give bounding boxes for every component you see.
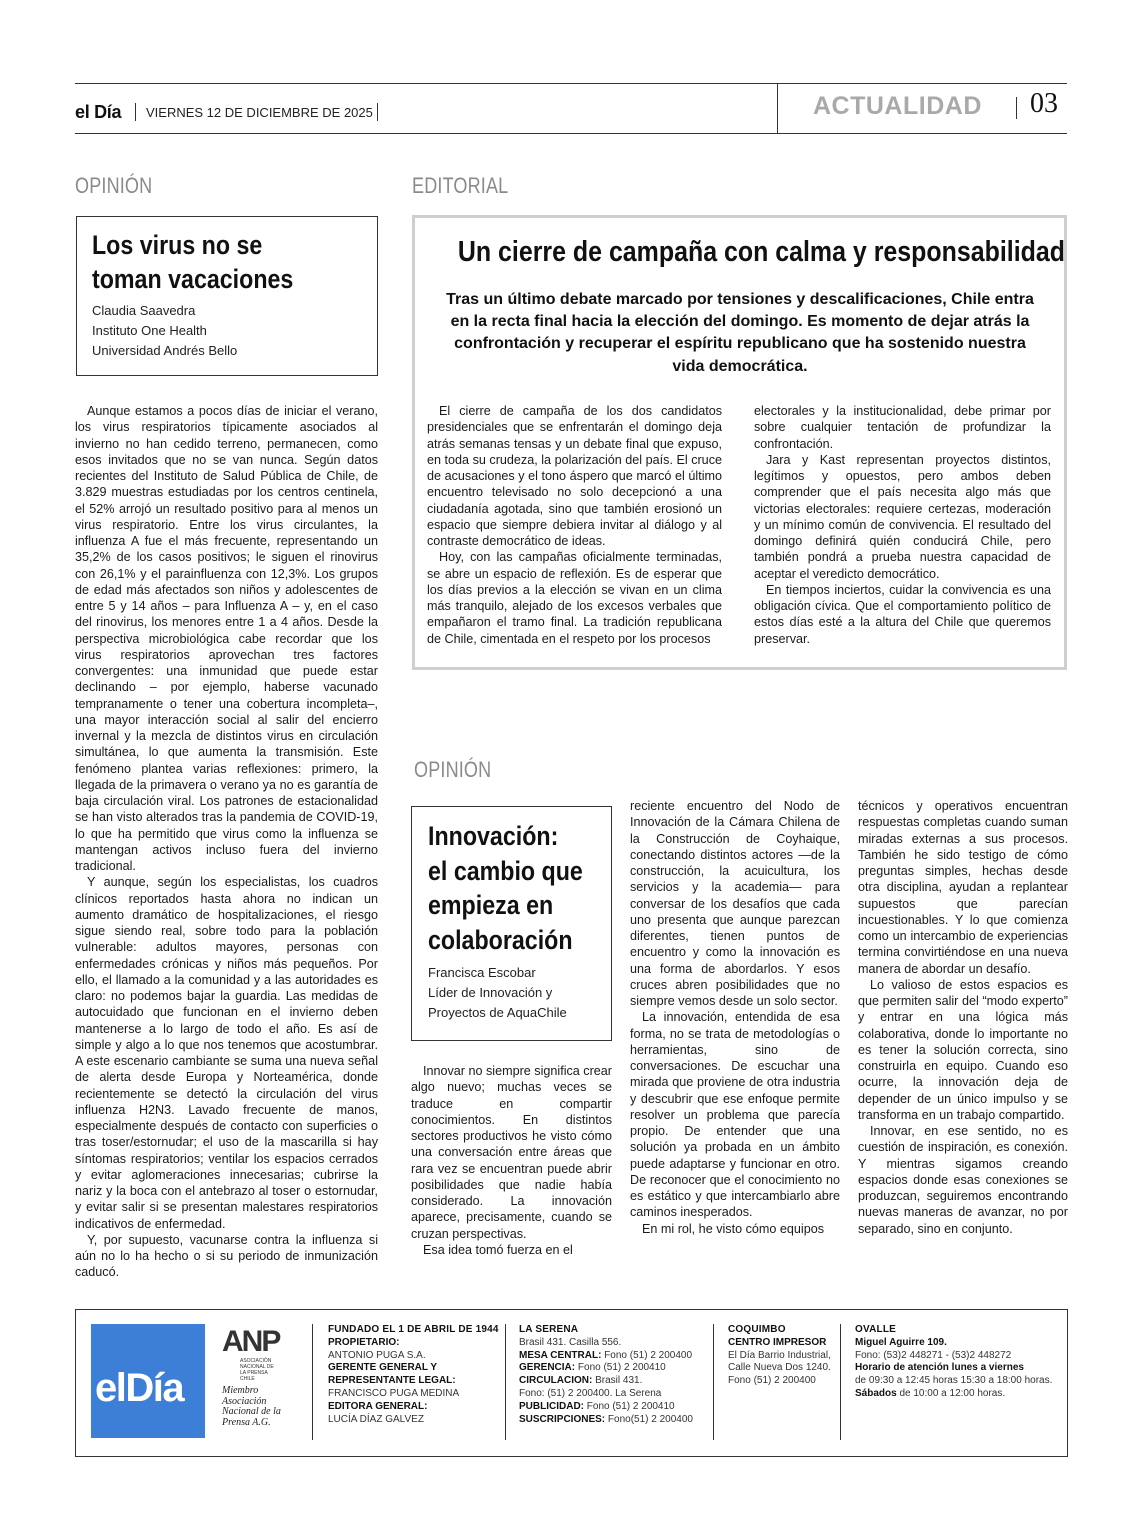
- title-line: colaboración: [428, 924, 573, 955]
- editorial-title: Un cierre de campaña con calma y responsabilidad: [457, 236, 1065, 268]
- opinion-title: [428, 819, 583, 957]
- contact-line: [519, 1350, 709, 1363]
- office-head: COQUIMBO: [728, 1324, 786, 1335]
- contact-label: SUSCRIPCIONES:: [519, 1413, 606, 1425]
- contact-value: Brasil 431.: [592, 1375, 643, 1387]
- editor: LUCÍA DÍAZ GALVEZ: [328, 1413, 424, 1425]
- editor-label: EDITORA GENERAL:: [328, 1400, 428, 1412]
- owner-label: PROPIETARIO:: [328, 1336, 400, 1348]
- contact-value: Fono (51) 2 200410: [575, 1362, 666, 1374]
- editorial-column: [427, 403, 722, 647]
- contact-value: Fono (51) 2 200410: [584, 1400, 675, 1412]
- footer-column-la-serena: [519, 1324, 709, 1426]
- office-address: Miguel Aguirre 109.: [855, 1336, 947, 1348]
- author-affiliation: Instituto One Health: [92, 323, 207, 338]
- editorial-label: EDITORIAL: [412, 173, 509, 198]
- contact-label: PUBLICIDAD:: [519, 1400, 584, 1412]
- paragraph: Innovar no siempre significa crear algo nuevo; muchas veces se traduce en compartir conocimientos. En distintos sectores productivos he visto cómo una conversación entre áreas que rara vez se encuentran puede abrir posibilidades que nadie había considerado. La innovación aparece, precisamente, cuando se cruzan perspectivas.: [411, 1064, 612, 1241]
- article-column: [411, 1063, 612, 1258]
- footer-separator: [505, 1324, 506, 1440]
- hours-label: Sábados: [855, 1387, 897, 1399]
- saturday-hours: [855, 1388, 1060, 1401]
- office-head: LA SERENA: [519, 1324, 579, 1335]
- hours-label: Horario de atención lunes a viernes: [855, 1362, 1024, 1374]
- contact-line: Fono: (51) 2 200400. La Serena: [519, 1387, 662, 1399]
- paragraph: Jara y Kast representan proyectos distintos, legítimos y opuestos, pero ambos deben comprender que el país necesita algo más que victorias electorales: requiere certezas, moderación y un mínimo común de convivencia. El resultado del domingo definirá quién conducirá Chile, pero también pondrá a prueba nuestra capacidad de aceptar el veredicto democrático.: [754, 452, 1051, 581]
- title-line: empieza en: [428, 890, 554, 920]
- footer-column-ownership: [328, 1324, 508, 1426]
- footer-separator: [312, 1324, 313, 1440]
- contact-line: [519, 1375, 709, 1388]
- title-line: Innovación:: [428, 821, 559, 851]
- contact-label: MESA CENTRAL:: [519, 1349, 602, 1361]
- author-affiliation: Proyectos de AquaChile: [428, 1005, 567, 1020]
- header-top-rule: [75, 83, 1067, 84]
- footer-column-coquimbo: [728, 1324, 838, 1388]
- office-address: Brasil 431. Casilla 556.: [519, 1336, 622, 1348]
- paragraph: reciente encuentro del Nodo de Innovación de la Cámara Chilena de la Construcción de Coyhaique, conectando distintos actores —de la construcción, la acuicultura, los servicios y la academia— para conversar de los desafíos que cada uno presenta que aunque parezcan diferentes, tienen puntos de encuentro y como la innovación es una forma de abordarlos. Y esos cruces abren posibilidades que no siempre vemos desde un solo sector.: [630, 799, 840, 1008]
- editorial-column: [754, 403, 1051, 647]
- anp-logo: ANP: [222, 1325, 280, 1358]
- page-number: 03: [1030, 88, 1058, 119]
- opinion-label: OPINIÓN: [414, 757, 492, 782]
- hours: de 09:30 a 12:45 horas 15:30 a 18:00 horas.: [855, 1375, 1053, 1387]
- paragraph: El cierre de campaña de los dos candidatos presidenciales que se enfrentarán el domingo deja atrás semanas tensas y un debate final que expuso, en toda su crudeza, la polarización del país. El cruce de acusaciones y el tono áspero que marcó el último encuentro televisado no solo decepcionó a una ciudadanía agotada, sino que también erosionó un espacio que siempre debiera invitar al diálogo y al contraste democrático de ideas.: [427, 404, 722, 548]
- title-line: Los virus no se: [92, 230, 263, 260]
- owner: ANTONIO PUGA S.A.: [328, 1349, 426, 1361]
- header-separator: [1016, 97, 1017, 119]
- author-name: Francisca Escobar: [428, 965, 536, 980]
- office-sub: CENTRO IMPRESOR: [728, 1336, 827, 1348]
- author-affiliation: Universidad Andrés Bello: [92, 343, 238, 358]
- office-line: El Día Barrio Industrial,: [728, 1349, 831, 1361]
- header-separator: [377, 103, 378, 121]
- contact-value: Fono(51) 2 200400: [605, 1413, 693, 1425]
- paragraph: La innovación, entendida de esa forma, no se trata de metodologías o herramientas, sino de conversaciones. De escuchar una mirada que proviene de otra industria y descubrir que ese enfoque permite resolver un problema que parecía propio. De entender que una solución ya probada en un ámbito puede adaptarse y funcionar en otro. De reconocer que el conocimiento no es estático y que intercambiarlo abre caminos inesperados.: [630, 1010, 840, 1220]
- paragraph: Esa idea tomó fuerza en el: [423, 1242, 573, 1257]
- membership-note: Miembro Asociación Nacional de la Prensa A.G.: [222, 1385, 281, 1428]
- footer-column-ovalle: [855, 1324, 1060, 1401]
- manager-label: GERENTE GENERAL Y: [328, 1362, 438, 1374]
- office-line: Fono (51) 2 200400: [728, 1375, 816, 1387]
- contact-value: Fono (51) 2 200400: [601, 1349, 693, 1361]
- paragraph: Y, por supuesto, vacunarse contra la influenza si aún no lo ha hecho o si su periodo de inmunización caducó.: [75, 1232, 378, 1280]
- paragraph: En tiempos inciertos, cuidar la convivencia es una obligación cívica. Que el comportamiento político de estos días esté a la altura del Chile que queremos preservar.: [754, 582, 1051, 646]
- hours: de 10:00 a 12:00 horas.: [896, 1387, 1006, 1399]
- manager: FRANCISCO PUGA MEDINA: [328, 1387, 460, 1399]
- founded: FUNDADO EL 1 DE ABRIL DE 1944: [328, 1324, 499, 1335]
- section-name: ACTUALIDAD: [813, 92, 982, 120]
- office-phone: Fono: (53)2 448271 - (53)2 448272: [855, 1349, 1012, 1361]
- article-body: [75, 403, 378, 1281]
- author-name: Claudia Saavedra: [92, 303, 196, 318]
- article-column: [630, 798, 840, 1237]
- footer-separator: [840, 1324, 841, 1440]
- contact-line: [519, 1362, 709, 1375]
- byline: [428, 963, 567, 1023]
- editorial-lead: Tras un último debate marcado por tensiones y descalificaciones, Chile entra en la recta final hacia la elección del domingo. Es momento de dejar atrás la confrontación y recuperar el espíritu republicano que ha sostenido nuestra vida democrática.: [446, 291, 1034, 375]
- paragraph: Lo valioso de estos espacios es que permiten salir del “modo experto” y entrar en una lógica más colaborativa, donde lo importante no es tener la solución correcta, sino construirla en equipo. Cuando eso ocurre, la innovación deja de depender de un único impulso y se transforma en un trabajo compartido.: [858, 977, 1068, 1122]
- header-separator: [135, 103, 136, 121]
- logo-text: elDía: [95, 1366, 184, 1410]
- paragraph: técnicos y operativos encuentran respuestas completas cuando suman miradas externas a sus procesos. También he sido testigo de cómo preguntas simples, hechas desde otra disciplina, ayudan a replantear supuestos que parecían incuestionables. Y lo que comienza como un intercambio de experiencias termina convirtiéndose en una nueva manera de abordar un desafío.: [858, 799, 1068, 976]
- masthead-brand: el Día: [75, 102, 122, 122]
- header-divider: [777, 83, 778, 134]
- contact-label: GERENCIA:: [519, 1362, 576, 1374]
- title-line: toman vacaciones: [92, 264, 294, 294]
- article-column: [858, 798, 1068, 1237]
- header-bottom-rule: [75, 133, 1067, 134]
- paragraph: En mi rol, he visto cómo equipos: [642, 1221, 824, 1236]
- title-line: el cambio que: [428, 855, 583, 886]
- anp-subtitle: ASOCIACIÓN NACIONAL DE LA PRENSA CHILE: [240, 1358, 274, 1382]
- footer-separator: [713, 1324, 714, 1440]
- contact-line: [519, 1414, 709, 1427]
- office-head: OVALLE: [855, 1324, 897, 1335]
- author-affiliation: Líder de Innovación y: [428, 985, 553, 1000]
- manager-label: REPRESENTANTE LEGAL:: [328, 1375, 456, 1387]
- paragraph: Aunque estamos a pocos días de iniciar el verano, los virus respiratorios típicamente asociados al invierno no han cedido terreno, permanecen, como esos invitados que no se van nunca. Según datos recientes del Instituto de Salud Pública de Chile, de 3.829 muestras estudiadas por los centros centinela, el 52% arrojó un resultado positivo para al menos un virus respiratorio. Entre los virus circulantes, la influenza A fue el más frecuente, representando un 35,2% de los casos positivos; le siguen el rinovirus con 26,1% y el parainfluenza con 12,3%. Los grupos de edad más afectados son niños y adolescentes de entre 5 y 14 años – para Influenza A – y, en el caso del rinovirus, los menores entre 1 a 4 años. Desde la perspectiva microbiológica cabe recordar que los virus respiratorios aprovechan tres factores convergentes: una inmunidad que puede estar declinando – por ejemplo, haberse vacunado tempranamente o tener una cobertura incompleta–, una mayor interacción social al salir del encierro invernal y la mezcla de distintos virus en circulación simultánea, lo que aumenta la transmisión. Este fenómeno plantea varias reflexiones: primero, la llegada de la primavera o verano ya no es garantía de baja circulación viral. Los patrones de estacionalidad se han visto alterados tras la pandemia de COVID-19, lo que ha permitido que virus como la influenza se mantengan activos incluso fuera del invierno tradicional.: [75, 404, 378, 873]
- paragraph: Innovar, en ese sentido, no es cuestión de inspiración, es conexión. Y mientras sigamos creando espacios donde esas conexiones se produzcan, seguiremos encontrando nuevas maneras de avanzar, no por separado, sino en conjunto.: [858, 1124, 1068, 1236]
- byline: [92, 301, 237, 361]
- contact-label: CIRCULACION:: [519, 1375, 593, 1387]
- issue-date: VIERNES 12 DE DICIEMBRE DE 2025: [146, 105, 373, 120]
- opinion-label: OPINIÓN: [75, 173, 153, 198]
- paragraph: Hoy, con las campañas oficialmente terminadas, se abre un espacio de reflexión. Es de esperar que los días previos a la elección se vivan en un clima más tranquilo, alejado de los excesos verbales que empañaron el tramo final. La tradición republicana de Chile, cimentada en el respeto por los procesos: [427, 550, 722, 646]
- opinion-title: [92, 228, 293, 296]
- paragraph: Y aunque, según los especialistas, los cuadros clínicos reportados hasta ahora no indican un aumento dramático de hospitalizaciones, el riesgo sigue siendo real, sobre todo para la población vulnerable: adultos mayores, personas con enfermedades crónicas y niños más pequeños. Por ello, el llamado a la comunidad y a las autoridades es claro: no podemos bajar la guardia. Las medidas de autocuidado que funcionan en el invierno deben mantenerse a lo largo de todo el año. Es así de simple y algo a lo que nos tenemos que acostumbrar. A este escenario cambiante se suma una nueva señal de alerta desde Europa y Norteamérica, donde recientemente se detectó la circulación del virus influenza H2N3. Lavado frecuente de manos, especialmente después de contacto con superficies o tras toser/estornudar; el uso de la mascarilla si hay síntomas respiratorios; ventilar los espacios cerrados y evitar aglomeraciones innecesarias; cubrirse la nariz y la boca con el antebrazo al toser o estornudar, y evitar salir si se presentan malestares respiratorios indicativos de enfermedad.: [75, 875, 378, 1231]
- office-line: Calle Nueva Dos 1240.: [728, 1362, 831, 1374]
- contact-line: [519, 1401, 709, 1414]
- paragraph: electorales y la institucionalidad, debe primar por sobre cualquier tentación de profundizar la confrontación.: [754, 404, 1051, 451]
